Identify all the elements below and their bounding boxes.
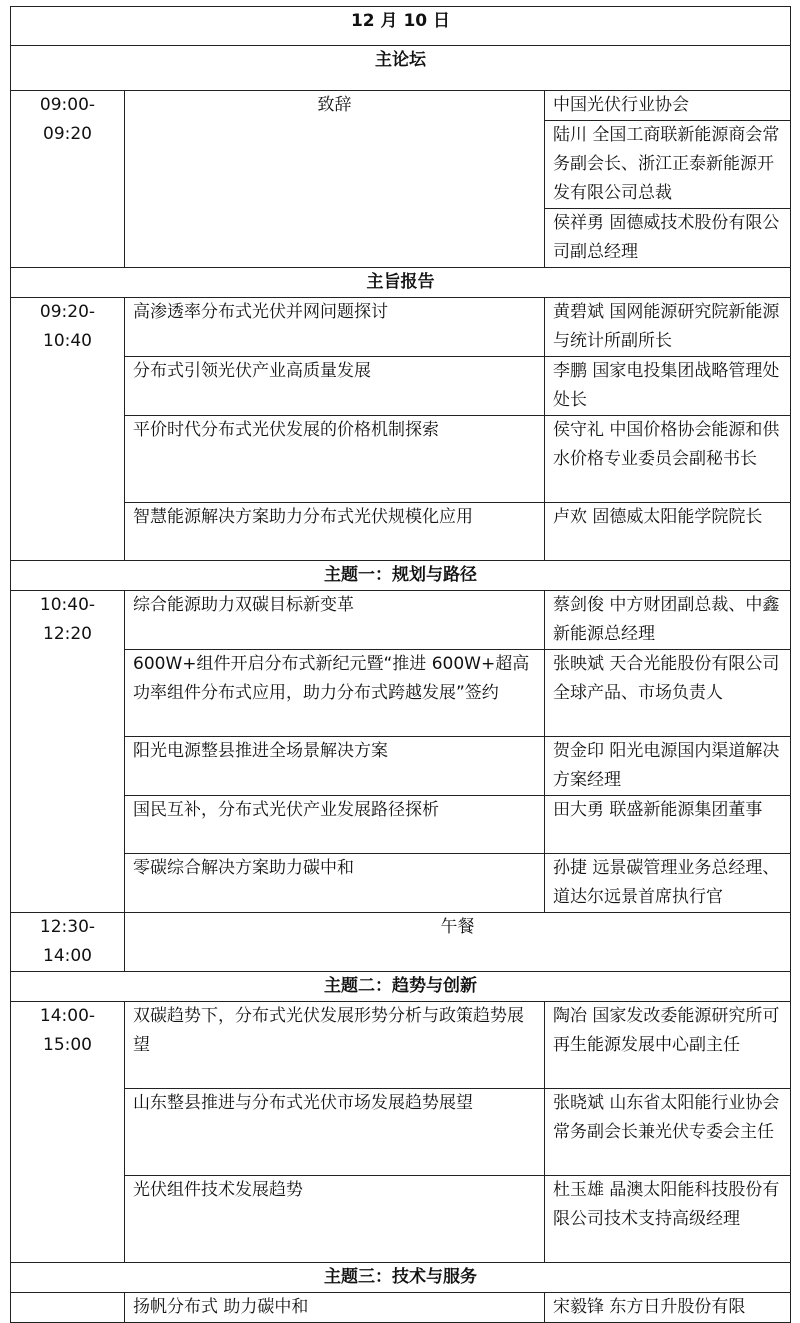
topic-cell: 零碳综合解决方案助力碳中和 [125,854,545,913]
speaker-cell: 侯守礼 中国价格协会能源和供水价格专业委员会副秘书长 [545,416,791,503]
time-slot: 12:30-14:00 [11,913,125,972]
section-main-forum: 主论坛 [11,46,791,91]
topic-cell: 致辞 [125,91,545,268]
speaker-cell: 张晓斌 山东省太阳能行业协会常务副会长兼光伏专委会主任 [545,1089,791,1176]
section-theme2: 主题二：趋势与创新 [11,972,791,1002]
topic-cell: 600W+组件开启分布式新纪元暨“推进 600W+超高功率组件分布式应用，助力分布式跨越发展”签约 [125,650,545,737]
topic-cell: 阳光电源整县推进全场景解决方案 [125,737,545,796]
topic-cell: 综合能源助力双碳目标新变革 [125,591,545,650]
speaker-cell: 侯祥勇 固德威技术股份有限公司副总经理 [545,209,791,268]
speaker-cell: 卢欢 固德威太阳能学院院长 [545,503,791,561]
speaker-cell: 贺金印 阳光电源国内渠道解决方案经理 [545,737,791,796]
topic-cell: 双碳趋势下，分布式光伏发展形势分析与政策趋势展望 [125,1002,545,1089]
speaker-cell: 陶冶 国家发改委能源研究所可再生能源发展中心副主任 [545,1002,791,1089]
speaker-cell: 黄碧斌 国网能源研究院新能源与统计所副所长 [545,298,791,357]
speaker-cell: 杜玉雄 晶澳太阳能科技股份有限公司技术支持高级经理 [545,1176,791,1263]
agenda-table [10,6,791,1323]
time-slot [11,1293,125,1323]
speaker-cell: 张映斌 天合光能股份有限公司全球产品、市场负责人 [545,650,791,737]
topic-cell: 平价时代分布式光伏发展的价格机制探索 [125,416,545,503]
section-theme3: 主题三：技术与服务 [11,1263,791,1293]
speaker-cell: 蔡剑俊 中方财团副总裁、中鑫新能源总经理 [545,591,791,650]
speaker-cell: 陆川 全国工商联新能源商会常务副会长、浙江正泰新能源开发有限公司总裁 [545,121,791,209]
speaker-cell: 孙捷 远景碳管理业务总经理、道达尔远景首席执行官 [545,854,791,913]
speaker-cell: 宋毅锋 东方日升股份有限 [545,1293,791,1323]
topic-cell: 山东整县推进与分布式光伏市场发展趋势展望 [125,1089,545,1176]
topic-cell: 国民互补，分布式光伏产业发展路径探析 [125,796,545,854]
speaker-cell: 田大勇 联盛新能源集团董事 [545,796,791,854]
topic-cell: 光伏组件技术发展趋势 [125,1176,545,1263]
speaker-cell: 李鹏 国家电投集团战略管理处处长 [545,357,791,416]
section-theme1: 主题一：规划与路径 [11,561,791,591]
time-slot: 09:00-09:20 [11,91,125,268]
topic-cell: 智慧能源解决方案助力分布式光伏规模化应用 [125,503,545,561]
time-slot: 14:00-15:00 [11,1002,125,1263]
speaker-cell: 中国光伏行业协会 [545,91,791,121]
date-header: 12 月 10 日 [11,7,791,46]
lunch-label: 午餐 [125,913,791,972]
topic-cell: 高渗透率分布式光伏并网问题探讨 [125,298,545,357]
topic-cell: 扬帆分布式 助力碳中和 [125,1293,545,1323]
section-keynote: 主旨报告 [11,268,791,298]
topic-cell: 分布式引领光伏产业高质量发展 [125,357,545,416]
time-slot: 10:40-12:20 [11,591,125,913]
time-slot: 09:20-10:40 [11,298,125,561]
